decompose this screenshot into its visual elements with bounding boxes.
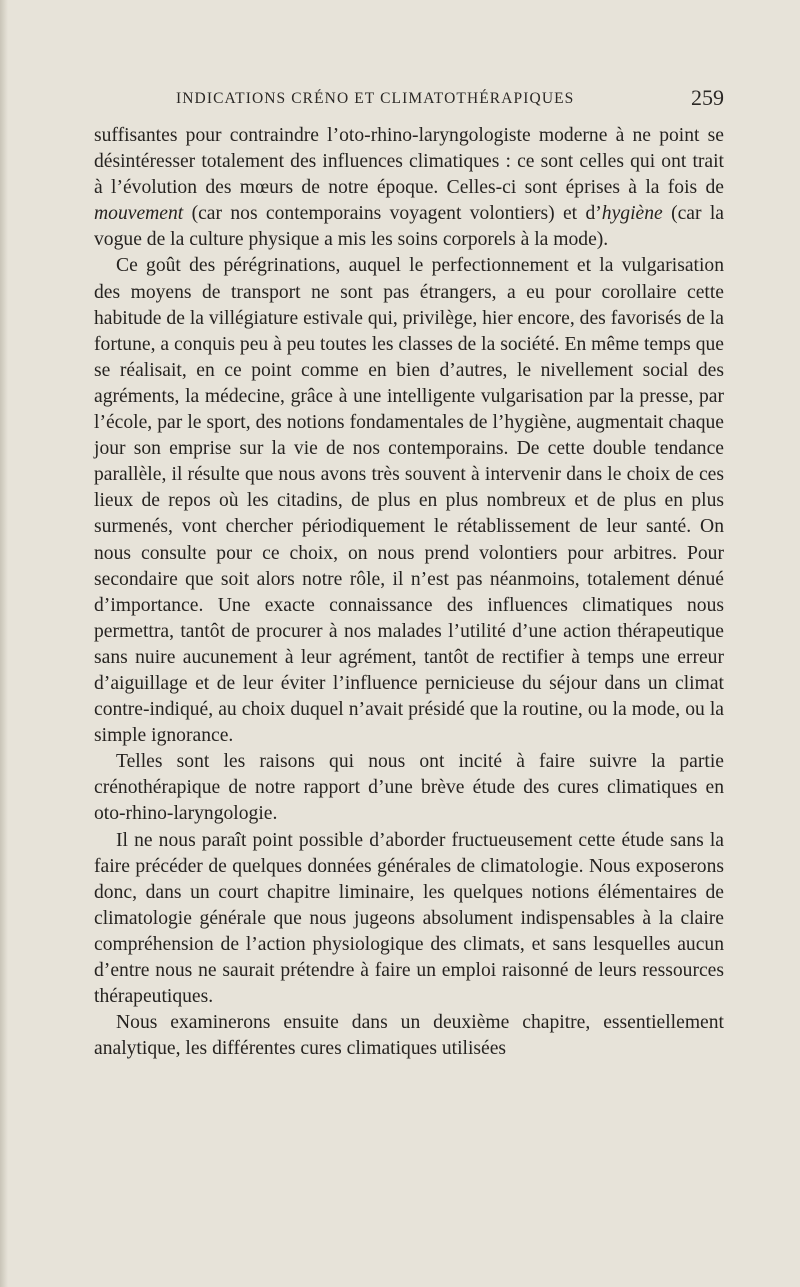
paragraph-5: Nous examinerons ensuite dans un deuxième chapitre, essentiellement analytique, les différentes cures climatiques utilisées bbox=[94, 1012, 724, 1060]
page-header bbox=[176, 86, 724, 116]
page-edge-shadow bbox=[0, 0, 8, 1287]
paragraph-1-after: (car la vogue de la culture physique a mis les soins corporels à la mode). bbox=[94, 203, 724, 251]
running-title: INDICATIONS CRÉNO ET CLIMATOTHÉRAPIQUES bbox=[176, 90, 575, 107]
paragraph-4: Il ne nous paraît point possible d’aborder fructueusement cette étude sans la faire précéder de quelques données générales de climatologie. Nous exposerons donc, dans un court chapitre liminaire, les quelques notions élémentaires de climatologie générale que nous jugeons absolument indispensables à la claire compréhension de l’action physiologique des climats, et sans lesquelles aucun d’entre nous ne saurait prétendre à faire un emploi raisonné de leurs ressources thérapeutiques. bbox=[94, 829, 724, 1008]
paragraph-2: Ce goût des pérégrinations, auquel le perfectionnement et la vulgarisation des moyens de transport ne sont pas étrangers, a eu pour corollaire cette habitude de la villégiature estivale qui, privilège, hier encore, des favorisés de la fortune, a conquis peu à peu toutes les classes de la société. En même temps que se réalisait, en ce point comme en bien d’autres, le nivellement social des agréments, la médecine, grâce à une intelligente vulgarisation par la presse, par l’école, par le sport, des notions fondamentales de l’hygiène, augmentait chaque jour son emprise sur la vie de nos contemporains. De cette double tendance parallèle, il résulte que nous avons très souvent à intervenir dans le choix de ces lieux de repos où les citadins, de plus en plus nombreux et de plus en plus surmenés, vont chercher périodiquement le rétablissement de leur santé. On nous consulte pour ce choix, on nous prend volontiers pour arbitres. Pour secondaire que soit alors notre rôle, il n’est pas néanmoins, totalement dénué d’importance. Une exacte connaissance des influences climatiques nous permettra, tantôt de procurer à nos malades l’utilité d’une action thérapeutique sans nuire aucunement à leur agrément, tantôt de rectifier à temps une erreur d’aiguillage et de leur éviter l’influence pernicieuse du séjour dans un climat contre-indiqué, au choix duquel n’avait présidé que la routine, ou la mode, ou la simple ignorance. bbox=[94, 255, 724, 747]
page-number: 259 bbox=[691, 85, 724, 110]
paragraph-3: Telles sont les raisons qui nous ont incité à faire suivre la partie crénothérapique de notre rapport d’une brève étude des cures climatiques en oto-rhino-laryngologie. bbox=[94, 751, 724, 825]
word-hygiene: hygiène bbox=[601, 203, 663, 225]
word-mouvement: mouvement bbox=[94, 203, 184, 225]
paragraph-1-before: suffisantes pour contraindre l’oto-rhino-laryngologiste moderne à ne point se désintéresser totalement des influences climatiques : ce sont celles qui ont trait à l’évolution des mœurs de notre époque. Celles-ci sont éprises à la fois de bbox=[94, 125, 724, 199]
paragraph-1 bbox=[94, 123, 724, 253]
paragraph-1-middle: (car nos contemporains voyagent volontiers) et d’ bbox=[183, 203, 602, 225]
body-text bbox=[94, 123, 724, 1062]
